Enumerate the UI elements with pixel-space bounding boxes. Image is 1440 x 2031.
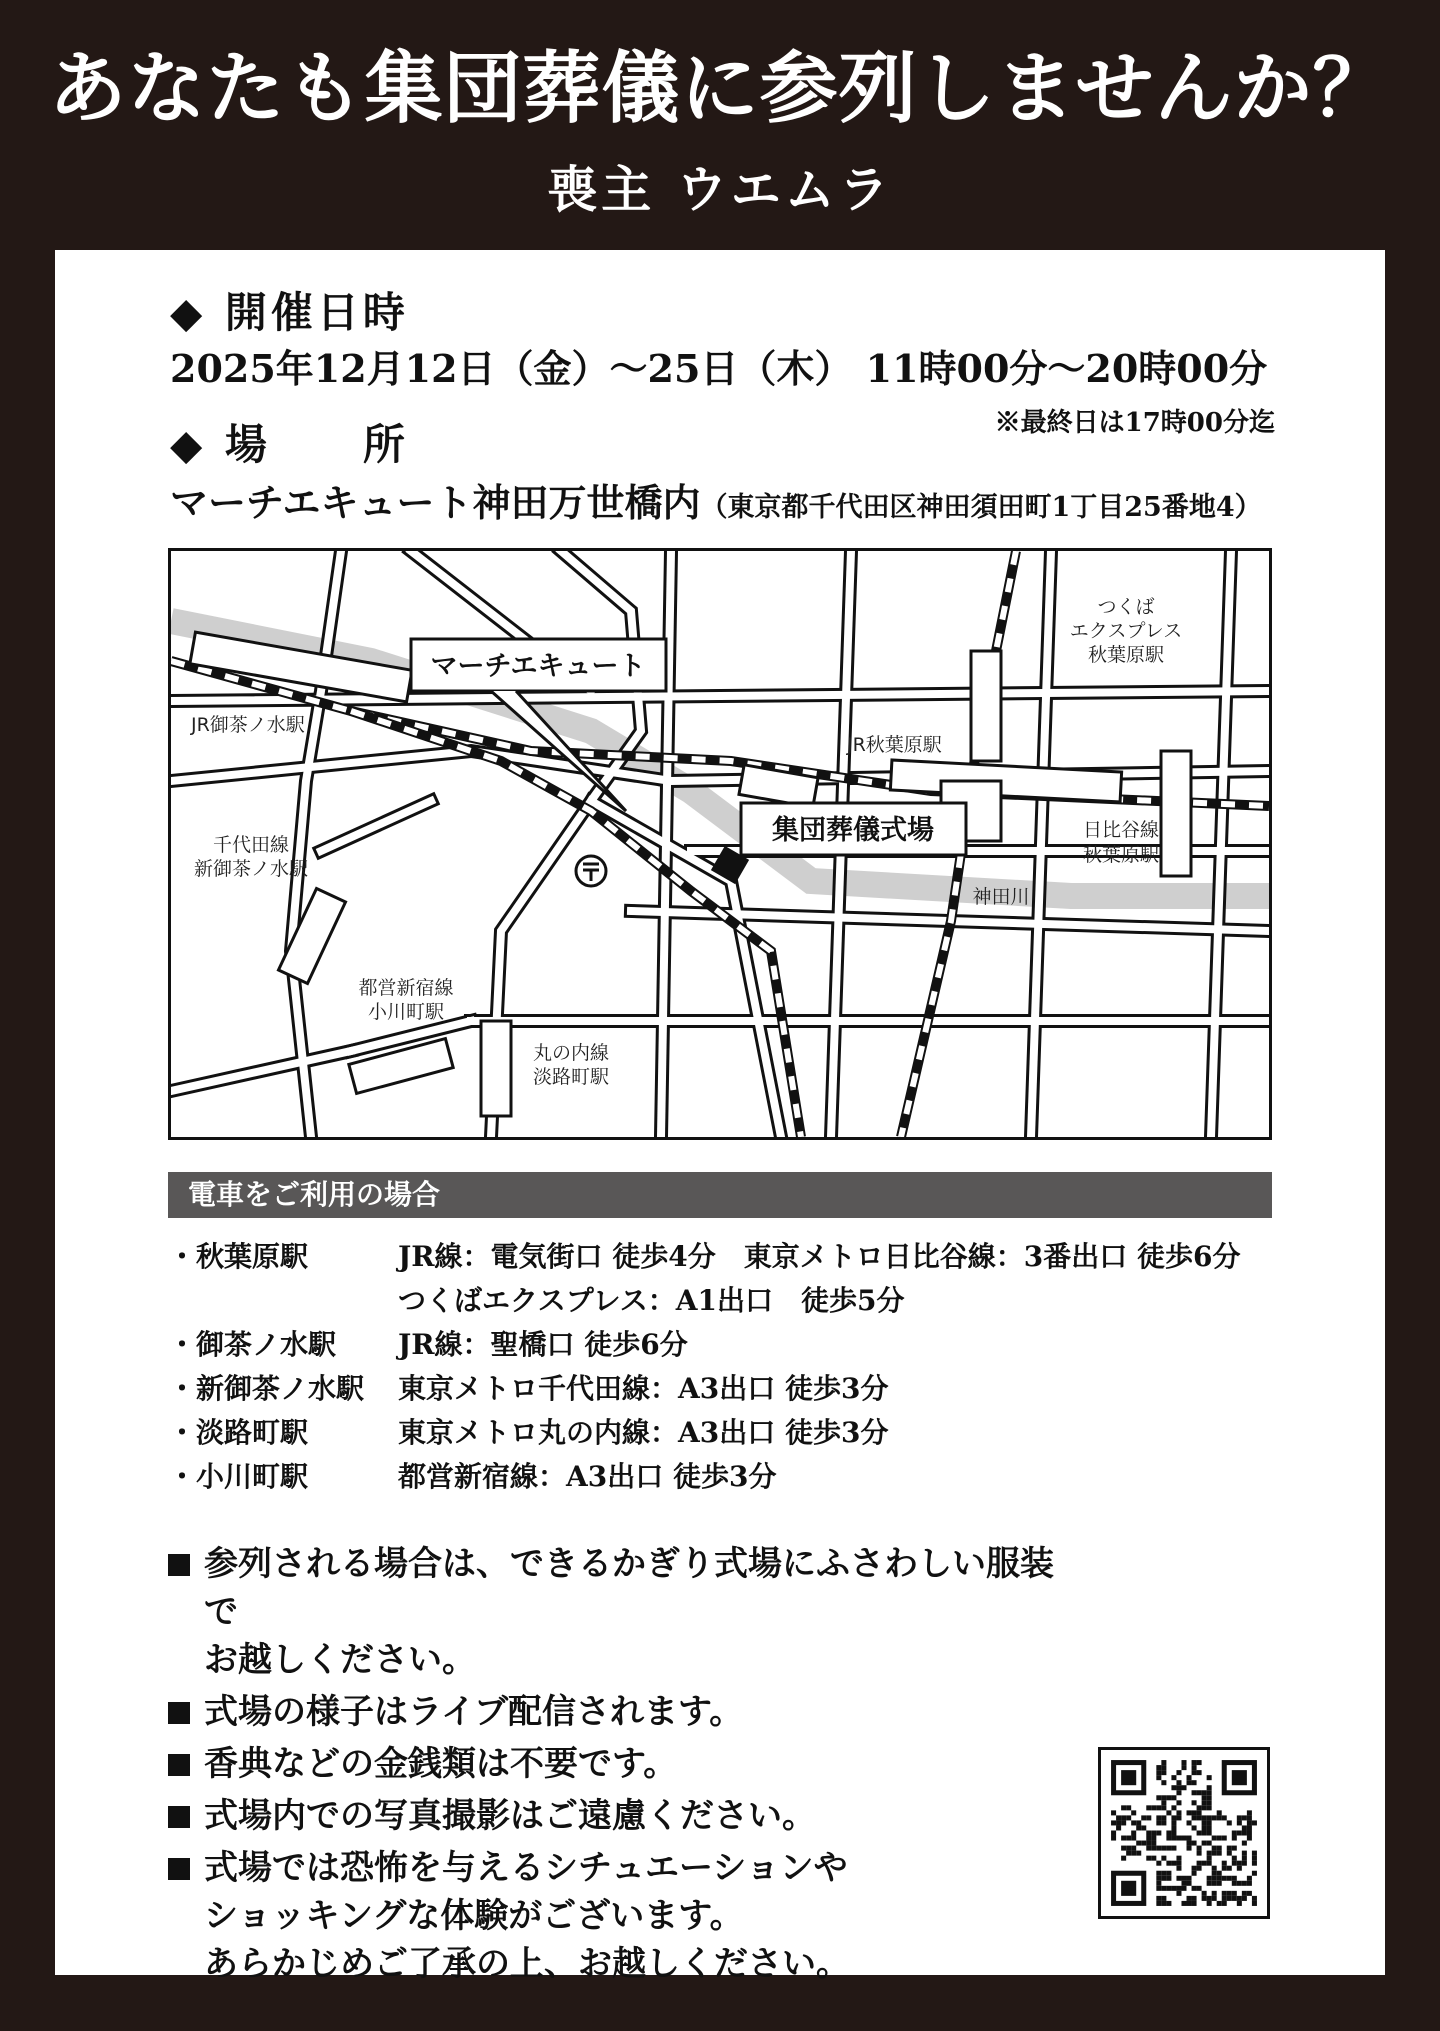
access-detail: 都営新宿線：A3出口 徒歩3分 xyxy=(398,1460,777,1493)
access-row xyxy=(168,1411,1308,1455)
square-bullet-icon xyxy=(168,1554,190,1576)
post-office-icon xyxy=(576,856,606,886)
map-label-tsukuba-1: つくば xyxy=(1097,596,1155,618)
venue-name: マーチエキュート神田万世橋内 xyxy=(170,480,701,525)
access-map xyxy=(168,548,1272,1140)
access-row xyxy=(168,1367,1308,1411)
map-label-chiyoda-1: 千代田線 xyxy=(212,834,290,856)
access-station: ・淡路町駅 xyxy=(168,1416,309,1449)
notices xyxy=(168,1540,1068,1992)
notice-text: 式場内での写真撮影はご遠慮ください。 xyxy=(204,1796,816,1836)
access-row xyxy=(168,1235,1308,1323)
map-label-chiyoda-2: 新御茶ノ水駅 xyxy=(193,858,309,880)
access-header: 電車をご利用の場合 xyxy=(168,1172,1272,1218)
access-station: ・小川町駅 xyxy=(168,1460,309,1493)
square-bullet-icon xyxy=(168,1754,190,1776)
notice-text: 式場では恐怖を与えるシチュエーションや ショッキングな体験がございます。 あらかじめご了承の上、お越しください。 xyxy=(204,1848,850,1984)
map-label-marunouchi-1: 丸の内線 xyxy=(532,1042,610,1064)
square-bullet-icon xyxy=(168,1806,190,1828)
venue-line xyxy=(170,472,1262,527)
square-bullet-icon xyxy=(168,1858,190,1880)
map-label-maach: マーチエキュート xyxy=(430,651,646,682)
schedule-datetime: 2025年12月12日（金）〜25日（木） 11時00分〜20時00分 xyxy=(170,346,1268,391)
notice-text: 参列される場合は、できるかぎり式場にふさわしい服装で お越しください。 xyxy=(204,1544,1054,1680)
qr-code-icon xyxy=(1101,1750,1267,1916)
map-label-hibiya-2: 秋葉原駅 xyxy=(1082,844,1160,866)
map-label-ochanomizu-jr: JR御茶ノ水駅 xyxy=(191,714,305,736)
square-bullet-icon xyxy=(168,1702,190,1724)
notice-item xyxy=(168,1844,1068,1988)
notice-text: 式場の様子はライブ配信されます。 xyxy=(204,1692,744,1732)
access-detail: JR線：聖橋口 徒歩6分 xyxy=(398,1328,688,1361)
map-label-tsukuba-3: 秋葉原駅 xyxy=(1087,644,1165,666)
schedule-heading: ◆ 開催日時 xyxy=(170,288,409,337)
content-panel xyxy=(55,250,1385,1984)
access-station: ・御茶ノ水駅 xyxy=(168,1328,337,1361)
map-label-kanda-river: 神田川 xyxy=(972,886,1030,908)
access-detail: JR線：電気街口 徒歩4分 東京メトロ日比谷線：3番出口 徒歩6分 つくばエクスプレス：A1出口 徒歩5分 xyxy=(398,1240,1241,1317)
map-label-hall: 集団葬儀式場 xyxy=(772,815,934,846)
qr-code[interactable] xyxy=(1098,1747,1270,1919)
organizer: 喪主 ウエムラ xyxy=(547,160,893,219)
notice-item xyxy=(168,1792,1068,1840)
notice-item xyxy=(168,1540,1068,1684)
access-station: ・秋葉原駅 xyxy=(168,1240,309,1273)
notice-item xyxy=(168,1688,1068,1736)
map-label-hibiya-1: 日比谷線 xyxy=(1082,819,1160,841)
schedule-note: ※最終日は17時00分迄 xyxy=(994,408,1275,438)
map-label-tsukuba-2: エクスプレス xyxy=(1069,620,1183,642)
map-label-akihabara-jr: JR秋葉原駅 xyxy=(847,734,942,756)
access-detail: 東京メトロ千代田線：A3出口 徒歩3分 xyxy=(398,1372,889,1405)
access-station: ・新御茶ノ水駅 xyxy=(168,1372,365,1405)
page-title: あなたも集団葬儀に参列しませんか？ xyxy=(48,43,1392,134)
access-row xyxy=(168,1455,1308,1499)
access-list xyxy=(168,1235,1308,1499)
map-label-marunouchi-2: 淡路町駅 xyxy=(532,1066,610,1088)
access-row xyxy=(168,1323,1308,1367)
header xyxy=(0,0,1440,250)
access-detail: 東京メトロ丸の内線：A3出口 徒歩3分 xyxy=(398,1416,889,1449)
map-label-shinjuku-1: 都営新宿線 xyxy=(358,977,454,999)
venue-heading: ◆ 場 所 xyxy=(170,420,409,469)
map-drawing xyxy=(171,551,1269,1137)
map-label-shinjuku-2: 小川町駅 xyxy=(367,1001,445,1023)
notice-item xyxy=(168,1740,1068,1788)
venue-address: （東京都千代田区神田須田町1丁目25番地4） xyxy=(700,492,1262,523)
notice-text: 香典などの金銭類は不要です。 xyxy=(204,1744,678,1784)
